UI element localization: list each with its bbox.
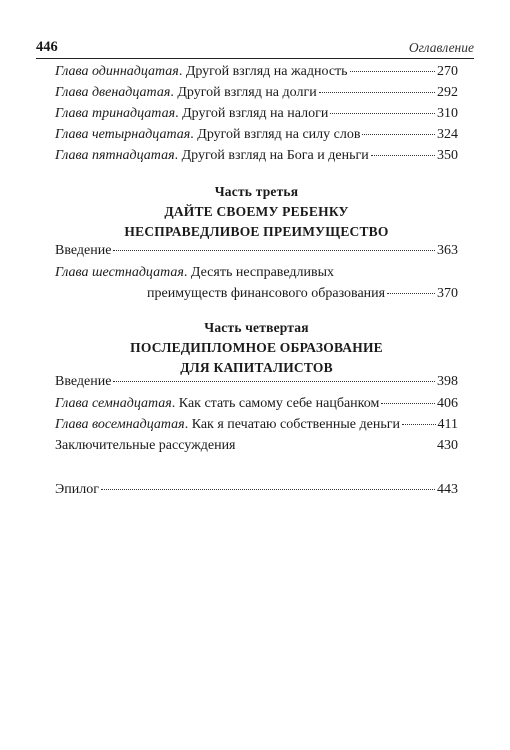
leader-dots [319,92,435,93]
part-four-heading [55,318,458,378]
leader-dots [371,155,435,156]
toc-entry-chapter-16-line2 [147,286,458,304]
part-three-title-line2: НЕСПРАВЕДЛИВОЕ ПРЕИМУЩЕСТВО [124,224,389,239]
leader-dots [381,403,435,404]
leader-dots [350,71,435,72]
toc-entry-conclusions [55,438,458,456]
leader-dots [113,250,435,251]
part-three-label: Часть третья [214,184,299,199]
part-four-label: Часть четвертая [204,320,309,335]
toc-entry-label: преимуществ финансового образования [147,286,386,301]
leader-dots [330,113,435,114]
toc-entry-chapter-11 [55,64,458,82]
toc-entry-epilogue [55,482,458,500]
toc-entry-label: Глава четырнадцатая. Другой взгляд на силу слов [55,127,361,142]
leader-dots [362,134,435,135]
toc-entry-label: Глава двенадцатая. Другой взгляд на долги [55,85,317,100]
toc-page-number: 406 [437,396,458,411]
toc-page-number: 443 [437,482,458,497]
toc-page-number: 411 [437,417,458,432]
toc-entry-label: Введение [55,243,112,258]
toc-entry-chapter-18 [55,417,458,435]
toc-page-number: 310 [437,106,458,121]
toc-entry-chapter-17 [55,396,458,414]
toc-page-number: 430 [437,438,458,453]
toc-page-number: 398 [437,374,458,389]
toc-entry-label: Глава тринадцатая. Другой взгляд на налоги [55,106,329,121]
part-four-title-line2: ДЛЯ КАПИТАЛИСТОВ [180,360,333,375]
toc-entry-label: Заключительные рассуждения [55,438,236,453]
part-three-title-line1: ДАЙТЕ СВОЕМУ РЕБЕНКУ [164,204,349,219]
toc-page-number: 292 [437,85,458,100]
toc-entry-label: Эпилог [55,482,99,497]
part-three-heading [55,182,458,242]
toc-page-number: 363 [437,243,458,258]
toc-entry-label: Глава одиннадцатая. Другой взгляд на жадность [55,64,348,79]
leader-dots [387,293,435,294]
toc-entry-label: Глава пятнадцатая. Другой взгляд на Бога и деньги [55,148,369,163]
toc-page-number: 324 [437,127,458,142]
leader-dots [238,445,436,446]
leader-dots [113,381,435,382]
toc-entry-chapter-15 [55,148,458,166]
page-number: 446 [36,39,58,55]
toc-entry-label: Глава семнадцатая. Как стать самому себе нацбанком [55,396,380,411]
toc-entry-label: Глава восемнадцатая. Как я печатаю собственные деньги [55,417,400,432]
toc-entry-part4-intro [55,374,458,392]
toc-entry-chapter-12 [55,85,458,103]
toc-entry-chapter-14 [55,127,458,145]
toc-page-number: 370 [437,286,458,301]
table-of-contents [55,0,458,750]
running-title: Оглавление [408,40,474,55]
toc-entry-label: Введение [55,374,112,389]
toc-entry-chapter-13 [55,106,458,124]
leader-dots [101,489,435,490]
leader-dots [402,424,436,425]
part-four-title-line1: ПОСЛЕДИПЛОМНОЕ ОБРАЗОВАНИЕ [130,340,383,355]
toc-entry-label: Глава шестнадцатая. Десять несправедливых [55,265,334,280]
toc-entry-chapter-16-line1 [55,265,458,283]
toc-page-number: 270 [437,64,458,79]
toc-entry-part3-intro [55,243,458,261]
toc-page-number: 350 [437,148,458,163]
